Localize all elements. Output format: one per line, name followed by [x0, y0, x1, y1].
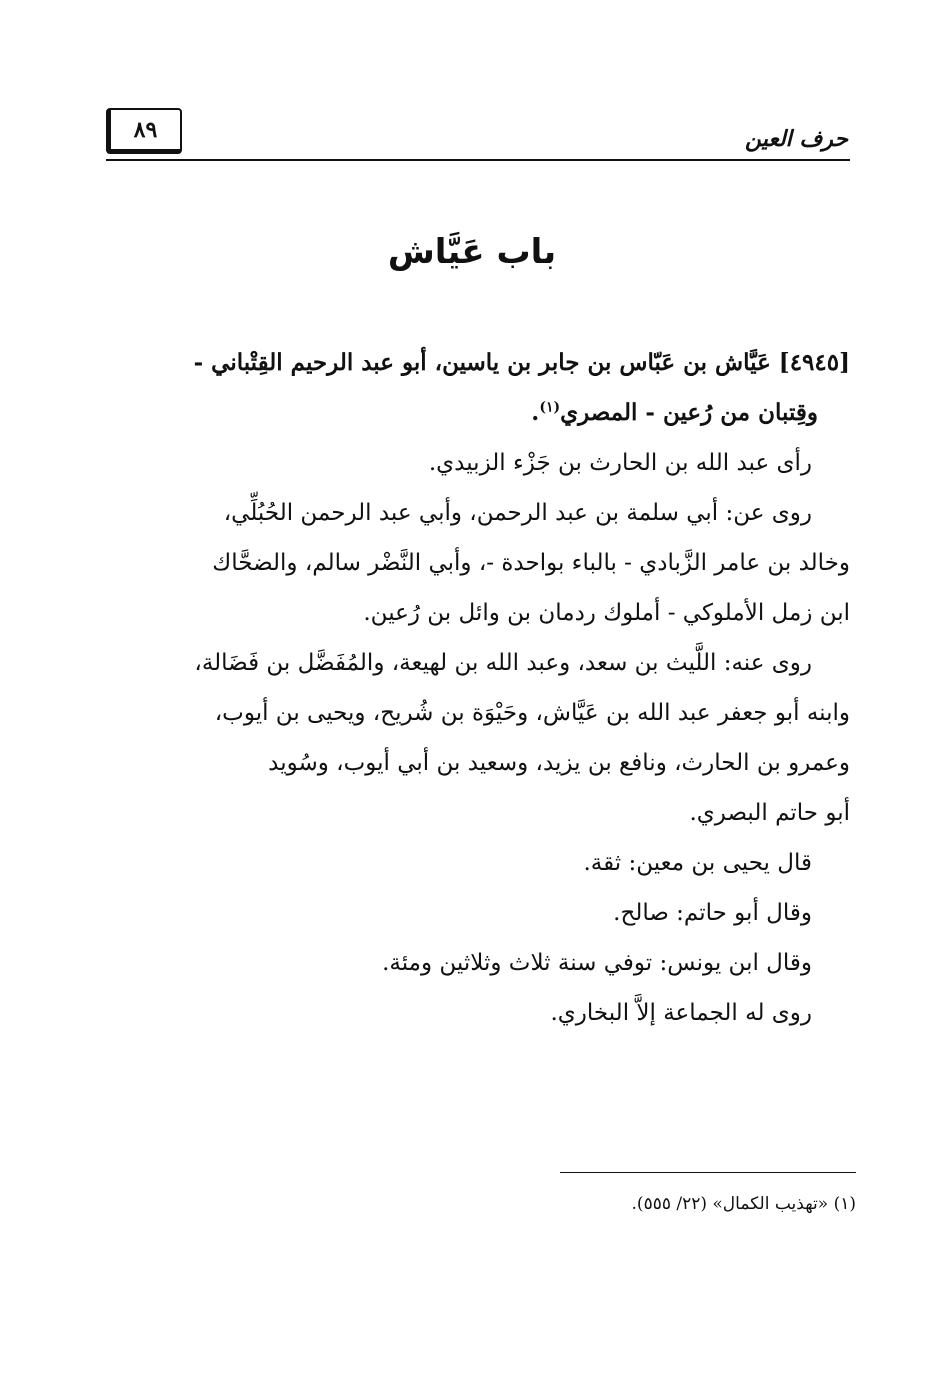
text-line: أبو حاتم البصري.: [689, 800, 850, 826]
text-line: وقال ابن يونس: توفي سنة ثلاث وثلاثين ومئة.: [382, 950, 812, 976]
text-line: وقال أبو حاتم: صالح.: [613, 900, 812, 926]
text-line: وخالد بن عامر الزَّبادي - بالباء بواحدة -، وأبي النَّضْر سالم، والضحَّاك: [212, 550, 850, 576]
entry-body: [108, 338, 850, 1038]
text-line: روى عنه: اللَّيث بن سعد، وعبد الله بن لهيعة، والمُفَضَّل بن فَضَالة،: [194, 650, 812, 676]
footnote-rule: [560, 1172, 856, 1173]
footnote: (١) «تهذيب الكمال» (٢٢/ ٥٥٥).: [631, 1194, 856, 1214]
page-number-box: [106, 108, 182, 154]
header-rule: [106, 159, 850, 161]
footnote-ref[interactable]: (١): [539, 399, 561, 416]
entry-heading-line-1: [٤٩٤٥] عَيَّاش بن عَبّاس بن جابر بن ياسين، أبو عبد الرحيم القِتْباني -: [193, 349, 850, 376]
chapter-title: باب عَيَّاش: [387, 232, 557, 272]
text-line: رأى عبد الله بن الحارث بن جَزْء الزبيدي.: [428, 450, 812, 476]
text-line: روى عن: أبي سلمة بن عبد الرحمن، وأبي عبد الرحمن الحُبُلِّي،: [223, 500, 812, 526]
running-title: حرف العين: [744, 126, 848, 152]
entry-heading-text: وقِتبان من رُعين - المصري: [560, 399, 818, 426]
page-number: ٨٩: [133, 116, 158, 143]
entry-heading-line-2: [108, 388, 850, 438]
text-line: روى له الجماعة إلاَّ البخاري.: [550, 1000, 812, 1026]
text-line: ابن زمل الأملوكي - أملوك ردمان بن وائل بن رُعين.: [363, 600, 850, 626]
entry-heading-end: .: [531, 399, 540, 426]
text-line: وعمرو بن الحارث، ونافع بن يزيد، وسعيد بن أبي أيوب، وسُويد: [268, 750, 850, 776]
text-line: وابنه أبو جعفر عبد الله بن عَيَّاش، وحَيْوَة بن شُريح، ويحيى بن أيوب،: [214, 700, 850, 726]
text-line: قال يحيى بن معين: ثقة.: [583, 850, 812, 876]
